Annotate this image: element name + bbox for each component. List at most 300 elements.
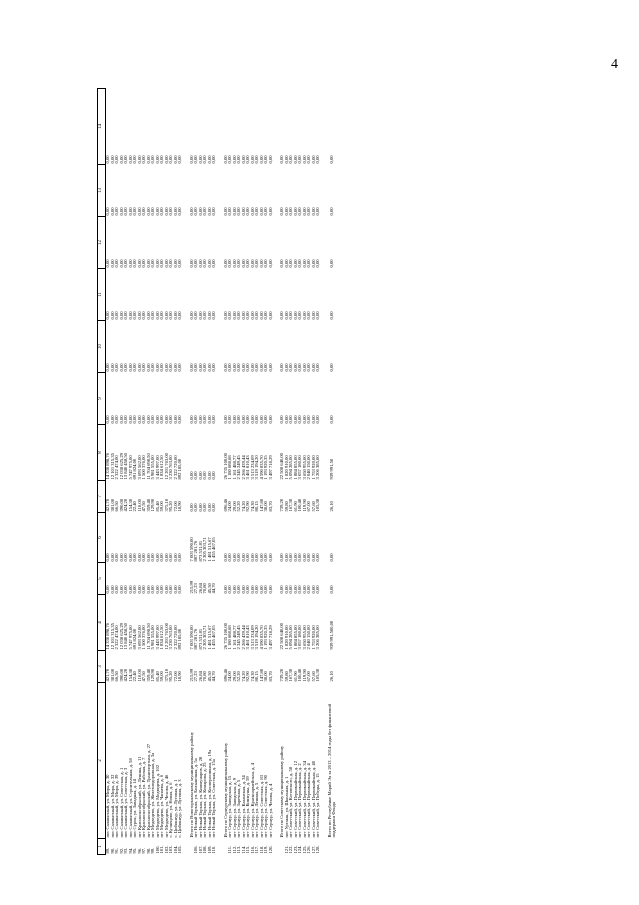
value-cell-c6: 2 305 303,71 bbox=[202, 537, 207, 562]
value-cell-c12: 0,00 bbox=[263, 259, 268, 268]
value-cell-c9: 0,00 bbox=[123, 415, 128, 424]
value-cell-c7: 61,90 bbox=[292, 501, 298, 512]
value-cell-c14: 0,00 bbox=[315, 155, 320, 164]
column-number-6: 6 bbox=[98, 513, 106, 563]
value-cell-c12: 0,00 bbox=[231, 259, 237, 268]
address-cell: Итого по Советскому муниципальному району bbox=[279, 745, 284, 838]
value-cell-c12: 0,00 bbox=[163, 259, 169, 268]
value-cell-c14: 0,00 bbox=[132, 155, 137, 164]
value-cell-c10: 0,00 bbox=[283, 363, 289, 372]
value-cell-c3: 100,40 bbox=[297, 668, 302, 682]
row-number-cell: 125. bbox=[301, 845, 307, 854]
address-cell: пгт Сернур, ул. Советская, д. 90 bbox=[263, 775, 268, 838]
value-cell-c4: 2 345 249,45 bbox=[236, 625, 241, 650]
value-cell-c14: 0,00 bbox=[227, 155, 232, 164]
row-number-cell: 99. bbox=[150, 847, 155, 854]
value-cell-c4: 1 193 920,35 bbox=[263, 625, 268, 650]
value-cell-c9: 0,00 bbox=[206, 415, 212, 424]
value-cell-c9: 0,00 bbox=[150, 415, 155, 424]
value-cell-c3: 18,90 bbox=[177, 671, 182, 682]
value-cell-c9: 0,00 bbox=[288, 415, 293, 424]
value-cell-c6: 0,00 bbox=[150, 553, 155, 562]
value-cell-c8: 5 094 285,00 bbox=[288, 455, 293, 480]
value-cell-c12: 0,00 bbox=[240, 259, 246, 268]
value-cell-c7: 85,40 bbox=[154, 501, 160, 512]
value-cell-c7: 0,00 bbox=[206, 503, 212, 512]
address-cell: пгт Советский, ул. Победы, д. 15 bbox=[315, 773, 320, 838]
value-cell-c7: 59,00 bbox=[159, 501, 164, 512]
value-cell-c4: 1 161 488,77 bbox=[231, 625, 237, 650]
value-cell-c6: 0,00 bbox=[301, 553, 307, 562]
value-cell-c12: 0,00 bbox=[132, 259, 137, 268]
value-cell-c14: 0,00 bbox=[245, 155, 250, 164]
value-cell-c10: 0,00 bbox=[150, 363, 155, 372]
value-cell-c9: 0,00 bbox=[222, 415, 228, 424]
address-cell: пос Салаватный, ул. Мира, д. 39 bbox=[114, 774, 119, 838]
address-cell: Итого по Новоторъяльскому муниципальному району bbox=[188, 731, 194, 838]
value-cell-c5: 70,80 bbox=[202, 583, 207, 594]
value-cell-c4: 12 038 625,29 bbox=[118, 623, 124, 650]
value-cell-c7: 52,20 bbox=[236, 501, 241, 512]
value-cell-c6: 0,00 bbox=[288, 553, 293, 562]
value-cell-c13: 0,00 bbox=[114, 207, 119, 216]
value-cell-c4: 7 003 590,00 bbox=[188, 625, 194, 650]
value-cell-c13: 0,00 bbox=[279, 207, 284, 216]
value-cell-c3: 95,20 bbox=[168, 671, 173, 682]
value-cell-c10: 0,00 bbox=[236, 363, 241, 372]
value-cell-c9: 0,00 bbox=[177, 415, 182, 424]
address-cell: пгт Медведево, ул. Чапаева, д. 6 bbox=[159, 774, 164, 838]
value-cell-c8: 3 230 763,00 bbox=[168, 455, 173, 480]
address-cell: пгт Советский, ул. Первомайская, д. 12 bbox=[292, 760, 298, 838]
value-cell-c5: 0,00 bbox=[297, 585, 302, 594]
value-cell-c10: 0,00 bbox=[267, 363, 273, 372]
value-cell-c13: 0,00 bbox=[136, 207, 142, 216]
value-cell-c12: 0,00 bbox=[288, 259, 293, 268]
value-cell-c10: 0,00 bbox=[202, 363, 207, 372]
value-cell-c5: 0,00 bbox=[283, 585, 289, 594]
value-cell-c7: 47,50 bbox=[141, 501, 146, 512]
value-cell-c12: 0,00 bbox=[105, 259, 110, 268]
value-cell-c7: 100,40 bbox=[297, 498, 302, 512]
value-cell-c13: 0,00 bbox=[297, 207, 302, 216]
value-cell-c8: 691 824,00 bbox=[132, 458, 137, 480]
address-cell: пгт Сернур, ул. Заводская, д. 9 bbox=[231, 777, 237, 838]
value-cell-c3: 26,84 bbox=[197, 671, 203, 682]
row-number-cell: 119. bbox=[263, 845, 268, 854]
value-cell-c10: 0,00 bbox=[197, 363, 203, 372]
value-cell-c11: 0,00 bbox=[310, 311, 316, 320]
value-cell-c13: 0,00 bbox=[123, 207, 128, 216]
value-cell-c4: 3 230 763,00 bbox=[168, 625, 173, 650]
value-cell-c12: 0,00 bbox=[283, 259, 289, 268]
value-cell-c13: 0,00 bbox=[206, 207, 212, 216]
value-cell-c6: 0,00 bbox=[127, 553, 133, 562]
column-number-8: 8 bbox=[98, 425, 106, 481]
value-cell-c3: 47,50 bbox=[141, 671, 146, 682]
value-cell-c7: 0,00 bbox=[193, 503, 198, 512]
value-cell-c3: 147,80 bbox=[258, 668, 264, 682]
value-cell-c5: 0,00 bbox=[109, 585, 115, 594]
value-cell-c14: 0,00 bbox=[177, 155, 182, 164]
value-cell-c8: 13 840 458,50 bbox=[123, 453, 128, 480]
value-cell-c14: 0,00 bbox=[141, 155, 146, 164]
value-cell-c9: 0,00 bbox=[145, 415, 151, 424]
row-number-cell: 120. bbox=[267, 845, 273, 854]
address-cell: пос Салаватный, ул. Советская, д. 3 bbox=[123, 767, 128, 838]
row-number-cell: 105. bbox=[177, 845, 182, 854]
column-number-10: 10 bbox=[98, 321, 106, 373]
value-cell-c8: 3 443 997,00 bbox=[154, 455, 160, 480]
value-cell-c6: 887 281,76 bbox=[193, 540, 198, 562]
value-cell-c5: 0,00 bbox=[168, 585, 173, 594]
value-cell-c4: 2 266 439,44 bbox=[240, 625, 246, 650]
value-cell-c5: 44,70 bbox=[211, 583, 216, 594]
row-number-cell: 106. bbox=[193, 845, 198, 854]
value-cell-c6: 0,00 bbox=[172, 553, 178, 562]
value-cell-c13: 0,00 bbox=[141, 207, 146, 216]
value-cell-c13: 0,00 bbox=[245, 207, 250, 216]
value-cell-c9: 0,00 bbox=[109, 415, 115, 424]
value-cell-c9: 0,00 bbox=[132, 415, 137, 424]
value-cell-c8: 2 322 474,00 bbox=[114, 455, 119, 480]
address-cell: с. Цибикнур, ул. Луговая, д. 3 bbox=[177, 779, 182, 838]
value-cell-c10: 0,00 bbox=[211, 363, 216, 372]
value-cell-c5: 0,00 bbox=[154, 585, 160, 594]
value-cell-c8: 11 704 698,50 bbox=[145, 453, 151, 480]
value-cell-c3: 167,30 bbox=[288, 668, 293, 682]
value-cell-c11: 0,00 bbox=[222, 311, 228, 320]
address-cell: пгт Советский, ул. Котовского, д. 58 bbox=[288, 766, 293, 838]
value-cell-c14: 0,00 bbox=[202, 155, 207, 164]
page-number: 4 bbox=[611, 57, 618, 72]
value-cell-c11: 0,00 bbox=[154, 311, 160, 320]
value-cell-c6: 0,00 bbox=[227, 553, 232, 562]
value-cell-c7: 95,20 bbox=[168, 501, 173, 512]
value-cell-c14: 0,00 bbox=[211, 155, 216, 164]
value-cell-c11: 0,00 bbox=[188, 311, 194, 320]
value-cell-c5: 0,00 bbox=[145, 585, 151, 594]
value-cell-c6: 0,00 bbox=[292, 553, 298, 562]
value-cell-c7: 696,46 bbox=[222, 498, 228, 512]
value-cell-c3: 44,70 bbox=[211, 671, 216, 682]
value-cell-c10: 0,00 bbox=[328, 363, 334, 372]
value-cell-c5: 0,00 bbox=[279, 585, 284, 594]
value-cell-c13: 0,00 bbox=[127, 207, 133, 216]
value-cell-c10: 0,00 bbox=[310, 363, 316, 372]
value-cell-c14: 0,00 bbox=[109, 155, 115, 164]
address-cell: пгт Новый Торъял, ул. Кооперативная, д. 19а bbox=[206, 749, 212, 838]
row-number-cell: 109. bbox=[206, 845, 212, 854]
value-cell-c5: 0,00 bbox=[127, 585, 133, 594]
value-cell-c9: 0,00 bbox=[240, 415, 246, 424]
value-cell-c11: 0,00 bbox=[301, 311, 307, 320]
value-cell-c11: 0,00 bbox=[123, 311, 128, 320]
value-cell-c6: 0,00 bbox=[258, 553, 264, 562]
value-cell-c7: 0,00 bbox=[197, 503, 203, 512]
value-cell-c11: 0,00 bbox=[263, 311, 268, 320]
value-cell-c13: 0,00 bbox=[227, 207, 232, 216]
column-number-1: 1 bbox=[98, 839, 106, 855]
value-cell-c3: 66,50 bbox=[114, 671, 119, 682]
value-cell-c11: 0,00 bbox=[249, 311, 255, 320]
value-cell-c7: 57,60 bbox=[310, 501, 316, 512]
value-cell-c12: 0,00 bbox=[168, 259, 173, 268]
value-cell-c9: 0,00 bbox=[114, 415, 119, 424]
value-cell-c3: 154,30 bbox=[127, 668, 133, 682]
row-number-cell: 98. bbox=[145, 847, 151, 854]
value-cell-c10: 0,00 bbox=[258, 363, 264, 372]
value-cell-c5: 0,00 bbox=[141, 585, 146, 594]
address-cell: с. Цибикнур, ул. Луговая, д. 1 bbox=[172, 779, 178, 838]
value-cell-c5: 0,00 bbox=[301, 585, 307, 594]
value-cell-c3: 45,50 bbox=[206, 671, 212, 682]
value-cell-c4: 3 461 810,43 bbox=[245, 625, 250, 650]
value-cell-c4: 1 500 376,00 bbox=[141, 625, 146, 650]
value-cell-c13: 0,00 bbox=[202, 207, 207, 216]
value-cell-c9: 0,00 bbox=[197, 415, 203, 424]
value-cell-c5: 45,50 bbox=[206, 583, 212, 594]
rotated-table-wrapper bbox=[97, 89, 617, 855]
value-cell-c14: 0,00 bbox=[197, 155, 203, 164]
value-cell-c8: 939 991,50 bbox=[328, 458, 334, 480]
value-cell-c13: 0,00 bbox=[177, 207, 182, 216]
value-cell-c6: 0,00 bbox=[315, 553, 320, 562]
value-cell-c13: 0,00 bbox=[145, 207, 151, 216]
column-number-12: 12 bbox=[98, 217, 106, 269]
value-cell-c8: 1 753 920,00 bbox=[310, 455, 316, 480]
row-number-cell: 115. bbox=[245, 845, 250, 854]
value-cell-c6: 0,00 bbox=[118, 553, 124, 562]
value-cell-c3: 24,00 bbox=[227, 671, 232, 682]
value-cell-c13: 0,00 bbox=[310, 207, 316, 216]
value-cell-c11: 0,00 bbox=[141, 311, 146, 320]
value-cell-c4: 3 519 194,20 bbox=[254, 625, 259, 650]
value-cell-c14: 0,00 bbox=[301, 155, 307, 164]
value-cell-c9: 0,00 bbox=[159, 415, 164, 424]
value-cell-c4: 22 508 640,00 bbox=[279, 623, 284, 650]
column-number-7: 7 bbox=[98, 481, 106, 513]
value-cell-c4: 3 443 997,00 bbox=[154, 625, 160, 650]
value-cell-c7: 375,10 bbox=[163, 498, 169, 512]
value-cell-c8: 12 038 625,29 bbox=[118, 453, 124, 480]
address-cell: пгт Сернур, ул. Заводская, д. 15 bbox=[227, 775, 232, 838]
table-body bbox=[106, 89, 337, 855]
value-cell-c10: 0,00 bbox=[263, 363, 268, 372]
value-cell-c3: 129,90 bbox=[150, 668, 155, 682]
value-cell-c6: 0,00 bbox=[297, 553, 302, 562]
address-cell: пгт Новый Торъял, ул. Больничная, д. 5а bbox=[193, 758, 198, 838]
row-number-cell: 127. bbox=[310, 845, 316, 854]
value-cell-c11: 0,00 bbox=[163, 311, 169, 320]
value-cell-c14: 0,00 bbox=[150, 155, 155, 164]
value-cell-c7: 119,90 bbox=[301, 499, 307, 512]
value-cell-c12: 0,00 bbox=[193, 259, 198, 268]
value-cell-c6: 0,00 bbox=[145, 553, 151, 562]
address-cell: пгт Новый Торъял, ул. Советская, д. 15а bbox=[211, 759, 216, 838]
value-cell-c11: 0,00 bbox=[127, 311, 133, 320]
value-cell-c13: 0,00 bbox=[288, 207, 293, 216]
value-cell-c11: 0,00 bbox=[114, 311, 119, 320]
value-cell-c13: 0,00 bbox=[150, 207, 155, 216]
address-cell: пгт Советский, ул. Первомайская, д. 2 bbox=[297, 763, 302, 838]
value-cell-c12: 0,00 bbox=[127, 259, 133, 268]
row-number-cell: 111. bbox=[227, 845, 232, 854]
address-cell: пгт Новый Торъял, ул. Комарова, д. 25 bbox=[202, 762, 207, 838]
value-cell-c6: 0,00 bbox=[159, 553, 164, 562]
value-cell-c6: 0,00 bbox=[136, 553, 142, 562]
value-cell-c7: 129,90 bbox=[150, 498, 155, 512]
value-cell-c5: 0,00 bbox=[118, 585, 124, 594]
value-cell-c10: 0,00 bbox=[154, 363, 160, 372]
value-cell-c5: 0,00 bbox=[114, 585, 119, 594]
value-cell-c12: 0,00 bbox=[159, 259, 164, 268]
value-cell-c11: 0,00 bbox=[254, 311, 259, 320]
address-cell: пгт Сернур, ул. Казанская, д. 34 bbox=[240, 775, 246, 838]
value-cell-c11: 0,00 bbox=[211, 311, 216, 320]
value-cell-c3: 92,90 bbox=[245, 671, 250, 682]
value-cell-c8: 3 497 718,29 bbox=[267, 455, 273, 480]
value-cell-c5: 0,00 bbox=[105, 585, 110, 594]
value-cell-c10: 0,00 bbox=[206, 363, 212, 372]
value-cell-c5: 0,00 bbox=[288, 585, 293, 594]
value-cell-c9: 0,00 bbox=[202, 415, 207, 424]
value-cell-c9: 0,00 bbox=[301, 415, 307, 424]
value-cell-c6: 0,00 bbox=[283, 553, 289, 562]
value-cell-c5: 26,84 bbox=[197, 583, 203, 594]
value-cell-c9: 0,00 bbox=[236, 415, 241, 424]
value-cell-c7: 167,30 bbox=[288, 498, 293, 512]
value-cell-c10: 0,00 bbox=[193, 363, 198, 372]
row-number-cell: 95. bbox=[132, 847, 137, 854]
value-cell-c9: 0,00 bbox=[263, 415, 268, 424]
value-cell-c6: 0,00 bbox=[236, 553, 241, 562]
value-cell-c9: 0,00 bbox=[297, 415, 302, 424]
value-cell-c14: 0,00 bbox=[145, 155, 151, 164]
value-cell-c9: 0,00 bbox=[127, 415, 133, 424]
value-cell-c10: 0,00 bbox=[288, 363, 293, 372]
value-cell-c10: 0,00 bbox=[163, 363, 169, 372]
value-cell-c7: 74,20 bbox=[240, 501, 246, 512]
value-cell-c12: 0,00 bbox=[236, 259, 241, 268]
value-cell-c3: 22,40 bbox=[132, 671, 137, 682]
value-cell-c11: 0,00 bbox=[159, 311, 164, 320]
value-cell-c14: 0,00 bbox=[188, 155, 194, 164]
address-cell: Итого по Сернурскому муниципальному району bbox=[222, 742, 228, 838]
value-cell-c9: 0,00 bbox=[141, 415, 146, 424]
value-cell-c13: 0,00 bbox=[236, 207, 241, 216]
row-number-cell: 101. bbox=[159, 845, 164, 854]
value-cell-c12: 0,00 bbox=[258, 259, 264, 268]
value-cell-c13: 0,00 bbox=[222, 207, 228, 216]
value-cell-c12: 0,00 bbox=[211, 259, 216, 268]
value-cell-c14: 0,00 bbox=[310, 155, 316, 164]
value-cell-c5: 0,00 bbox=[150, 585, 155, 594]
value-cell-c4: 3 497 718,29 bbox=[267, 625, 273, 650]
value-cell-c3: 83,70 bbox=[267, 671, 273, 682]
value-cell-c5: 0,00 bbox=[132, 585, 137, 594]
value-cell-c8: 3 513 234,09 bbox=[249, 455, 255, 480]
value-cell-c11: 0,00 bbox=[177, 311, 182, 320]
value-cell-c12: 0,00 bbox=[301, 259, 307, 268]
value-cell-c13: 0,00 bbox=[168, 207, 173, 216]
value-cell-c12: 0,00 bbox=[254, 259, 259, 268]
value-cell-c10: 0,00 bbox=[127, 363, 133, 372]
value-cell-c10: 0,00 bbox=[240, 363, 246, 372]
value-cell-c8: 1 193 920,35 bbox=[263, 455, 268, 480]
row-number-cell: 121. bbox=[283, 845, 289, 854]
address-cell: пгт Сернур, ул. Советская, д. 83 bbox=[258, 775, 264, 838]
value-cell-c4: 3 057 180,00 bbox=[297, 625, 302, 650]
value-cell-c10: 0,00 bbox=[145, 363, 151, 372]
value-cell-c8: 5 747 975,00 bbox=[127, 455, 133, 480]
value-cell-c10: 0,00 bbox=[254, 363, 259, 372]
value-cell-c12: 0,00 bbox=[141, 259, 146, 268]
value-cell-c3: 390,00 bbox=[118, 668, 124, 682]
value-cell-c8: 0,00 bbox=[206, 471, 212, 480]
value-cell-c10: 0,00 bbox=[306, 363, 311, 372]
value-cell-c5: 0,00 bbox=[292, 585, 298, 594]
value-cell-c4: 887 281,76 bbox=[193, 628, 198, 650]
value-cell-c9: 0,00 bbox=[279, 415, 284, 424]
value-cell-c11: 0,00 bbox=[193, 311, 198, 320]
row-number-cell: 92. bbox=[118, 847, 124, 854]
value-cell-c3: 739,20 bbox=[279, 668, 284, 682]
column-number-2: 2 bbox=[98, 683, 106, 839]
column-number-13: 13 bbox=[98, 165, 106, 217]
value-cell-c3: 105,30 bbox=[315, 668, 320, 682]
value-cell-c10: 0,00 bbox=[132, 363, 137, 372]
value-cell-c8: 3 650 955,00 bbox=[301, 455, 307, 480]
value-cell-c8: 3 206 385,00 bbox=[315, 455, 320, 480]
value-cell-c14: 0,00 bbox=[249, 155, 255, 164]
value-cell-c6: 0,00 bbox=[263, 553, 268, 562]
value-cell-c4: 11 704 698,50 bbox=[145, 623, 151, 650]
value-cell-c7: 424,20 bbox=[123, 498, 128, 512]
value-cell-c13: 0,00 bbox=[240, 207, 246, 216]
value-cell-c9: 0,00 bbox=[118, 415, 124, 424]
value-cell-c12: 0,00 bbox=[123, 259, 128, 268]
value-cell-c13: 0,00 bbox=[109, 207, 115, 216]
value-cell-c11: 0,00 bbox=[136, 311, 142, 320]
value-cell-c8: 4 590 835,70 bbox=[258, 455, 264, 480]
value-cell-c7: 80,15 bbox=[254, 501, 259, 512]
row-number-cell: 103. bbox=[168, 845, 173, 854]
value-cell-c12: 0,00 bbox=[109, 259, 115, 268]
value-cell-c13: 0,00 bbox=[306, 207, 311, 216]
value-cell-c9: 0,00 bbox=[188, 415, 194, 424]
value-cell-c3: 74,20 bbox=[240, 671, 246, 682]
value-cell-c9: 0,00 bbox=[310, 415, 316, 424]
address-cell: пос Салаватный, ул. Советская, д. 1 bbox=[118, 767, 124, 838]
value-cell-c7: 0,00 bbox=[211, 503, 216, 512]
value-cell-c8: 1 884 855,00 bbox=[292, 455, 298, 480]
value-cell-c7: 72,00 bbox=[172, 501, 178, 512]
value-cell-c7: 24,00 bbox=[227, 501, 232, 512]
value-cell-c12: 0,00 bbox=[197, 259, 203, 268]
value-cell-c10: 0,00 bbox=[172, 363, 178, 372]
value-cell-c13: 0,00 bbox=[231, 207, 237, 216]
row-number-cell: 128. bbox=[315, 845, 320, 854]
column-number-5: 5 bbox=[98, 563, 106, 595]
value-cell-c11: 0,00 bbox=[118, 311, 124, 320]
value-cell-c5: 0,00 bbox=[222, 585, 228, 594]
value-cell-c12: 0,00 bbox=[150, 259, 155, 268]
value-cell-c14: 0,00 bbox=[267, 155, 273, 164]
value-cell-c5: 0,00 bbox=[227, 585, 232, 594]
value-cell-c3: 424,20 bbox=[123, 668, 128, 682]
value-cell-c8: 0,00 bbox=[188, 471, 194, 480]
